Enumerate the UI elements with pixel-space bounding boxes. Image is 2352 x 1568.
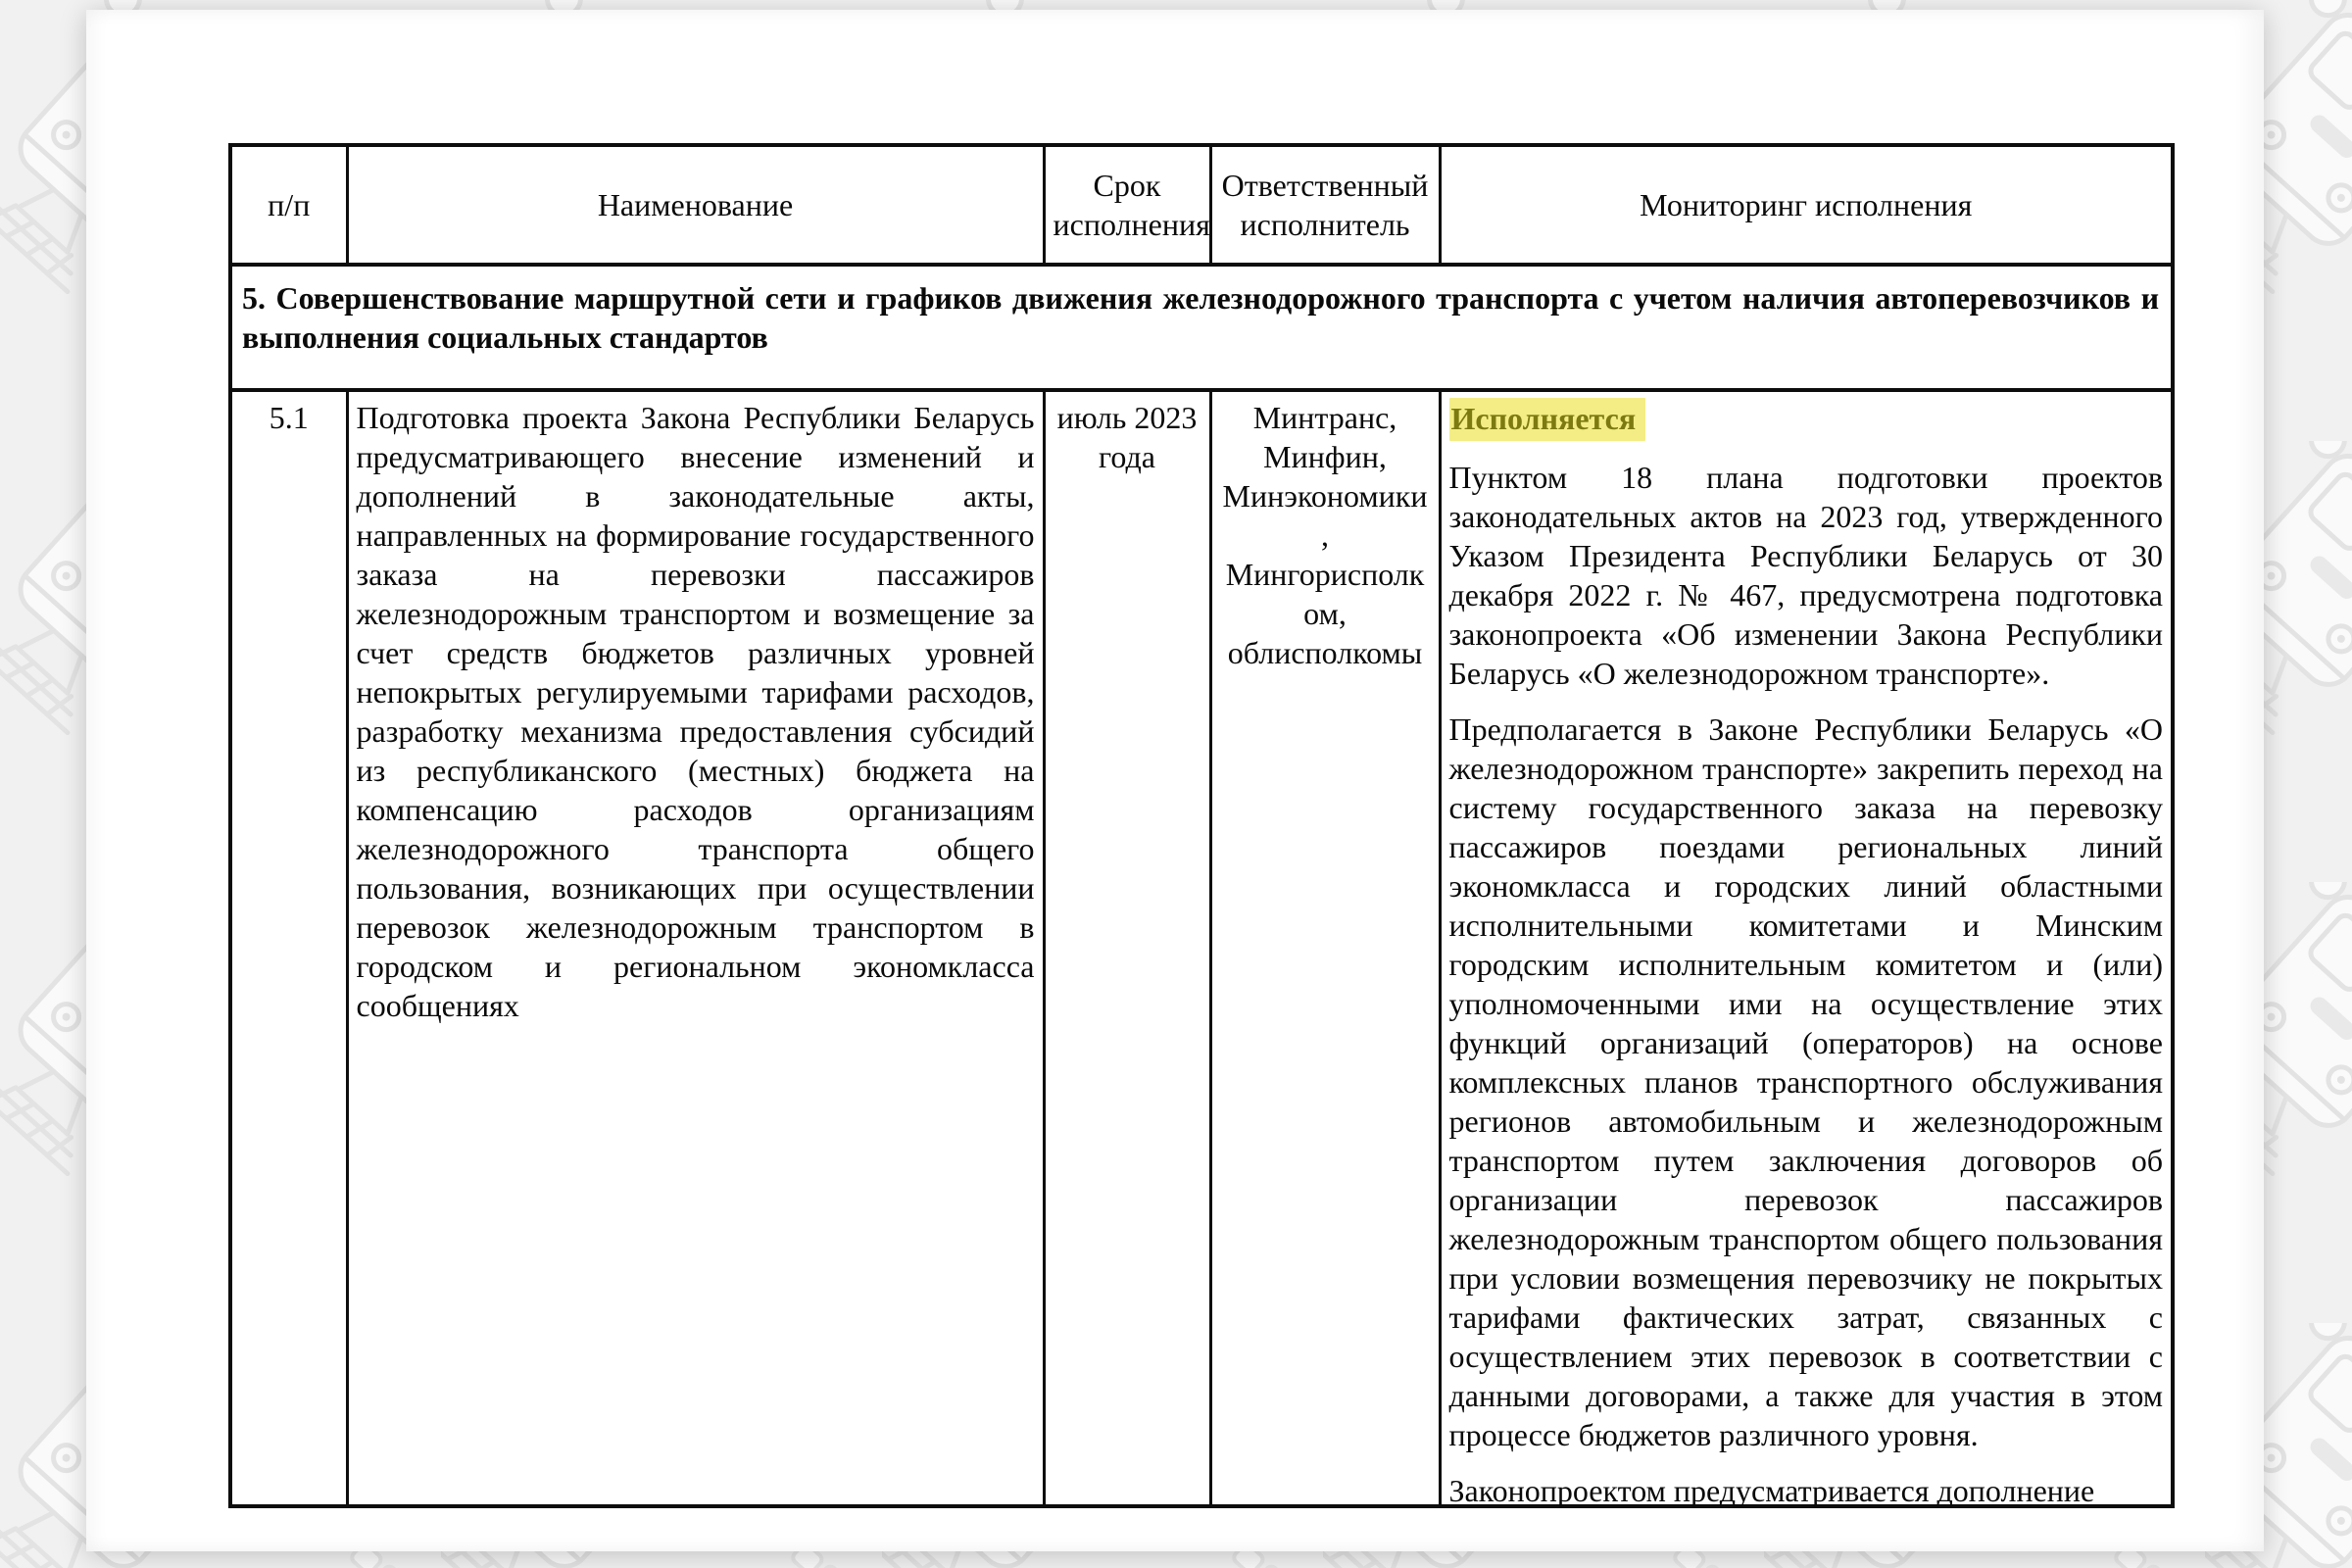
column-header-monitoring: Мониторинг исполнения [1440,145,2173,265]
task-row-5-1 [230,390,2173,1506]
task-responsible-text: Минтранс, Минфин, Минэкономики, Мингорисполком, облисполкомы [1222,400,1428,670]
column-header-num: п/п [230,145,347,265]
task-term-cell [1044,390,1210,1506]
status-line [1449,398,2164,441]
monitoring-paragraph-1: Пунктом 18 плана подготовки проектов законодательных актов на 2023 год, утвержденного Указом Президента Республики Беларусь от 30 декабря 2022 г. № 467, предусмотрена подготовка законопроекта «Об изменении Закона Республики Беларусь «О железнодорожном транспорте». [1448,460,2163,691]
monitoring-paragraph-3: Законопроектом предусматривается дополнение [1448,1473,2095,1508]
task-responsible-cell [1210,390,1440,1506]
table-header-row [230,145,2173,265]
task-monitoring-cell [1440,390,2173,1506]
document-page [86,10,2264,1551]
task-term-text: июль 2023 года [1056,400,1198,474]
execution-plan-table [228,143,2175,1508]
column-header-term: Срок исполнения [1044,145,1210,265]
task-name-cell [347,390,1044,1506]
task-number-cell [230,390,347,1506]
status-badge-executed: Исполняется [1449,398,1646,441]
section-5-row [230,265,2173,390]
column-header-responsible: Ответственный исполнитель [1210,145,1440,265]
task-name-text: Подготовка проекта Закона Республики Беларусь предусматривающего внесение изменений и дополнений в законодательные акты, направленных на формирование государственного заказа на перевозки пассажиров железнодорожным транспортом и возмещение за счет средств бюджетов различных уровней непокрытых регулируемыми тарифами расходов, разработку механизма предоставления субсидий из республиканского (местных) бюджета на компенсацию расходов организациям железнодорожного транспорта общего пользования, возникающих при осуществлении перевозок железнодорожным транспортом в городском и региональном экономкласса сообщениях [356,400,1035,1023]
task-number: 5.1 [269,400,309,435]
section-5-title: 5. Совершенствование маршрутной сети и графиков движения железнодорожного транспорта с учетом наличия автоперевозчиков и выполнения социальных стандартов [230,265,2173,390]
monitoring-paragraph-2: Предполагается в Законе Республики Беларусь «О железнодорожном транспорте» закрепить переход на систему государственного заказа на перевозку пассажиров поездами региональных линий экономкласса и городских линий областными исполнительными комитетами и Минским городским исполнительным комитетом и (или) уполномоченными ими на осуществление этих функций организаций (операторов) на основе комплексных планов транспортного обслуживания регионов автомобильным и железнодорожным транспортом путем заключения договоров об организации перевозок пассажиров железнодорожным транспортом общего пользования при условии возмещения перевозчику не покрытых тарифами фактических затрат, связанных с осуществлением этих перевозок в соответствии с данными договорами, а также для участия в этом процессе бюджетов различного уровня. [1448,711,2163,1452]
column-header-name: Наименование [347,145,1044,265]
